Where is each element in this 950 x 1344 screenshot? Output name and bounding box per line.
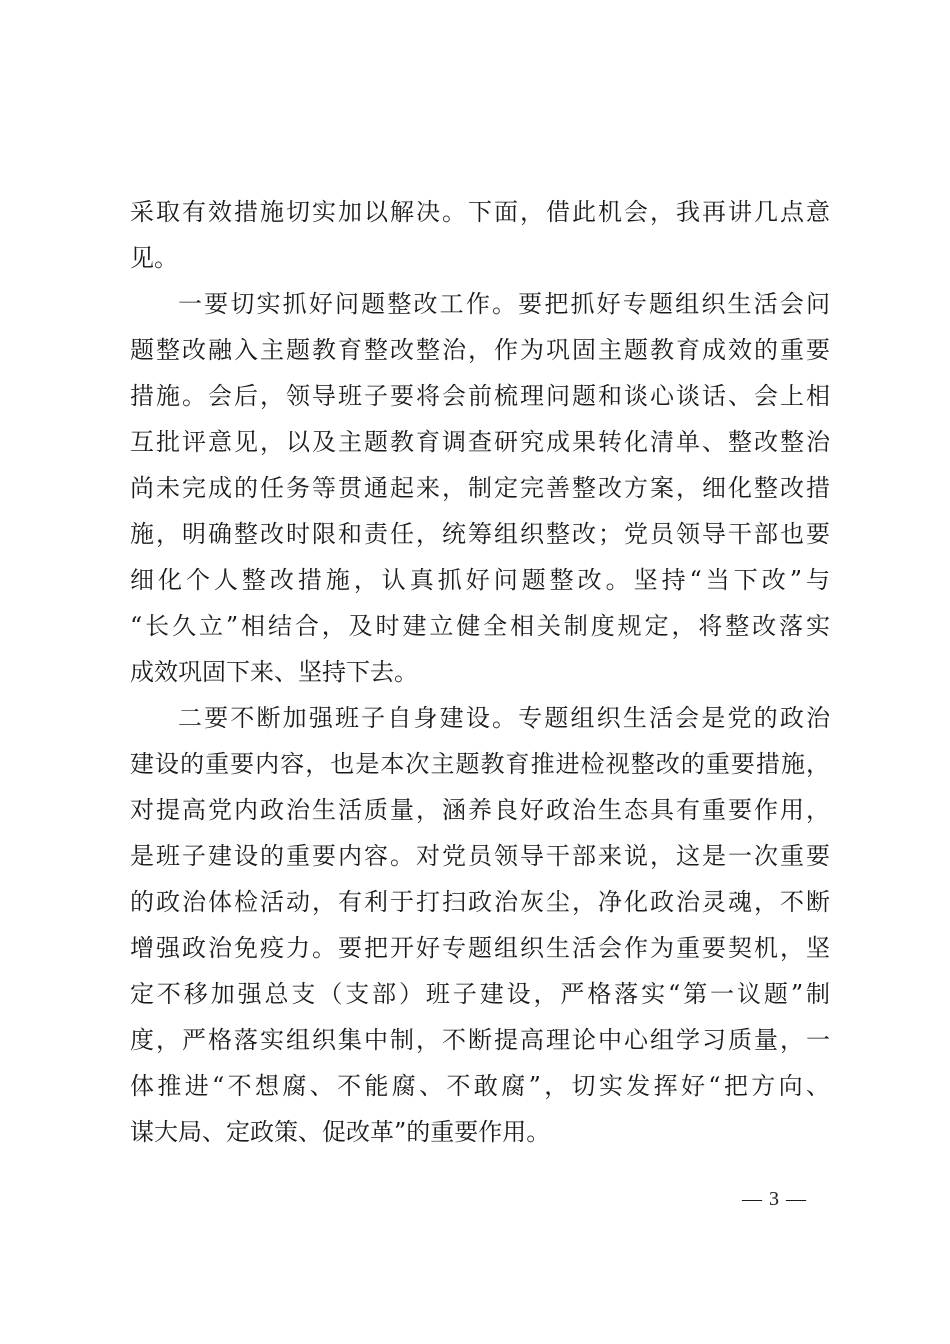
paragraph-1-line-2: 见。 [130, 244, 178, 272]
paragraph-3-line-4: 是班子建设的重要内容。对党员领导干部来说，这是一次重要 [130, 842, 830, 870]
paragraph-3-line-1: 二要不断加强班子自身建设。专题组织生活会是党的政治 [178, 704, 830, 732]
paragraph-2-line-3: 措施。会后，领导班子要将会前梳理问题和谈心谈话、会上相 [130, 382, 830, 410]
page-number: — 3 — [742, 1188, 807, 1210]
paragraph-3-line-3: 对提高党内政治生活质量，涵养良好政治生态具有重要作用， [130, 796, 830, 824]
paragraph-3-line-9: 体推进“不想腐、不能腐、不敢腐”，切实发挥好“把方向、 [130, 1072, 830, 1100]
paragraph-3-line-8: 度，严格落实组织集中制，不断提高理论中心组学习质量，一 [130, 1026, 830, 1054]
paragraph-2-line-5: 尚未完成的任务等贯通起来，制定完善整改方案，细化整改措 [130, 474, 830, 502]
paragraph-3-line-7: 定不移加强总支（支部）班子建设，严格落实“第一议题”制 [130, 980, 830, 1008]
paragraph-2-line-6: 施，明确整改时限和责任，统筹组织整改；党员领导干部也要 [130, 520, 830, 548]
paragraph-2-line-4: 互批评意见，以及主题教育调查研究成果转化清单、整改整治 [130, 428, 830, 456]
paragraph-3-line-6: 增强政治免疫力。要把开好专题组织生活会作为重要契机，坚 [130, 934, 830, 962]
paragraph-1-line-1: 采取有效措施切实加以解决。下面，借此机会，我再讲几点意 [130, 198, 830, 226]
paragraph-2-line-8: “长久立”相结合，及时建立健全相关制度规定，将整改落实 [130, 612, 830, 640]
document-body [130, 189, 830, 1155]
paragraph-2-line-7: 细化个人整改措施，认真抓好问题整改。坚持“当下改”与 [130, 566, 830, 594]
paragraph-3-line-10: 谋大局、定政策、促改革”的重要作用。 [130, 1118, 551, 1146]
paragraph-2-line-2: 题整改融入主题教育整改整治，作为巩固主题教育成效的重要 [130, 336, 830, 364]
paragraph-2-line-9: 成效巩固下来、坚持下去。 [130, 658, 418, 686]
paragraph-3-line-2: 建设的重要内容，也是本次主题教育推进检视整改的重要措施， [130, 750, 830, 778]
paragraph-3-line-5: 的政治体检活动，有利于打扫政治灰尘，净化政治灵魂，不断 [130, 888, 830, 916]
paragraph-2-line-1: 一要切实抓好问题整改工作。要把抓好专题组织生活会问 [178, 290, 830, 318]
